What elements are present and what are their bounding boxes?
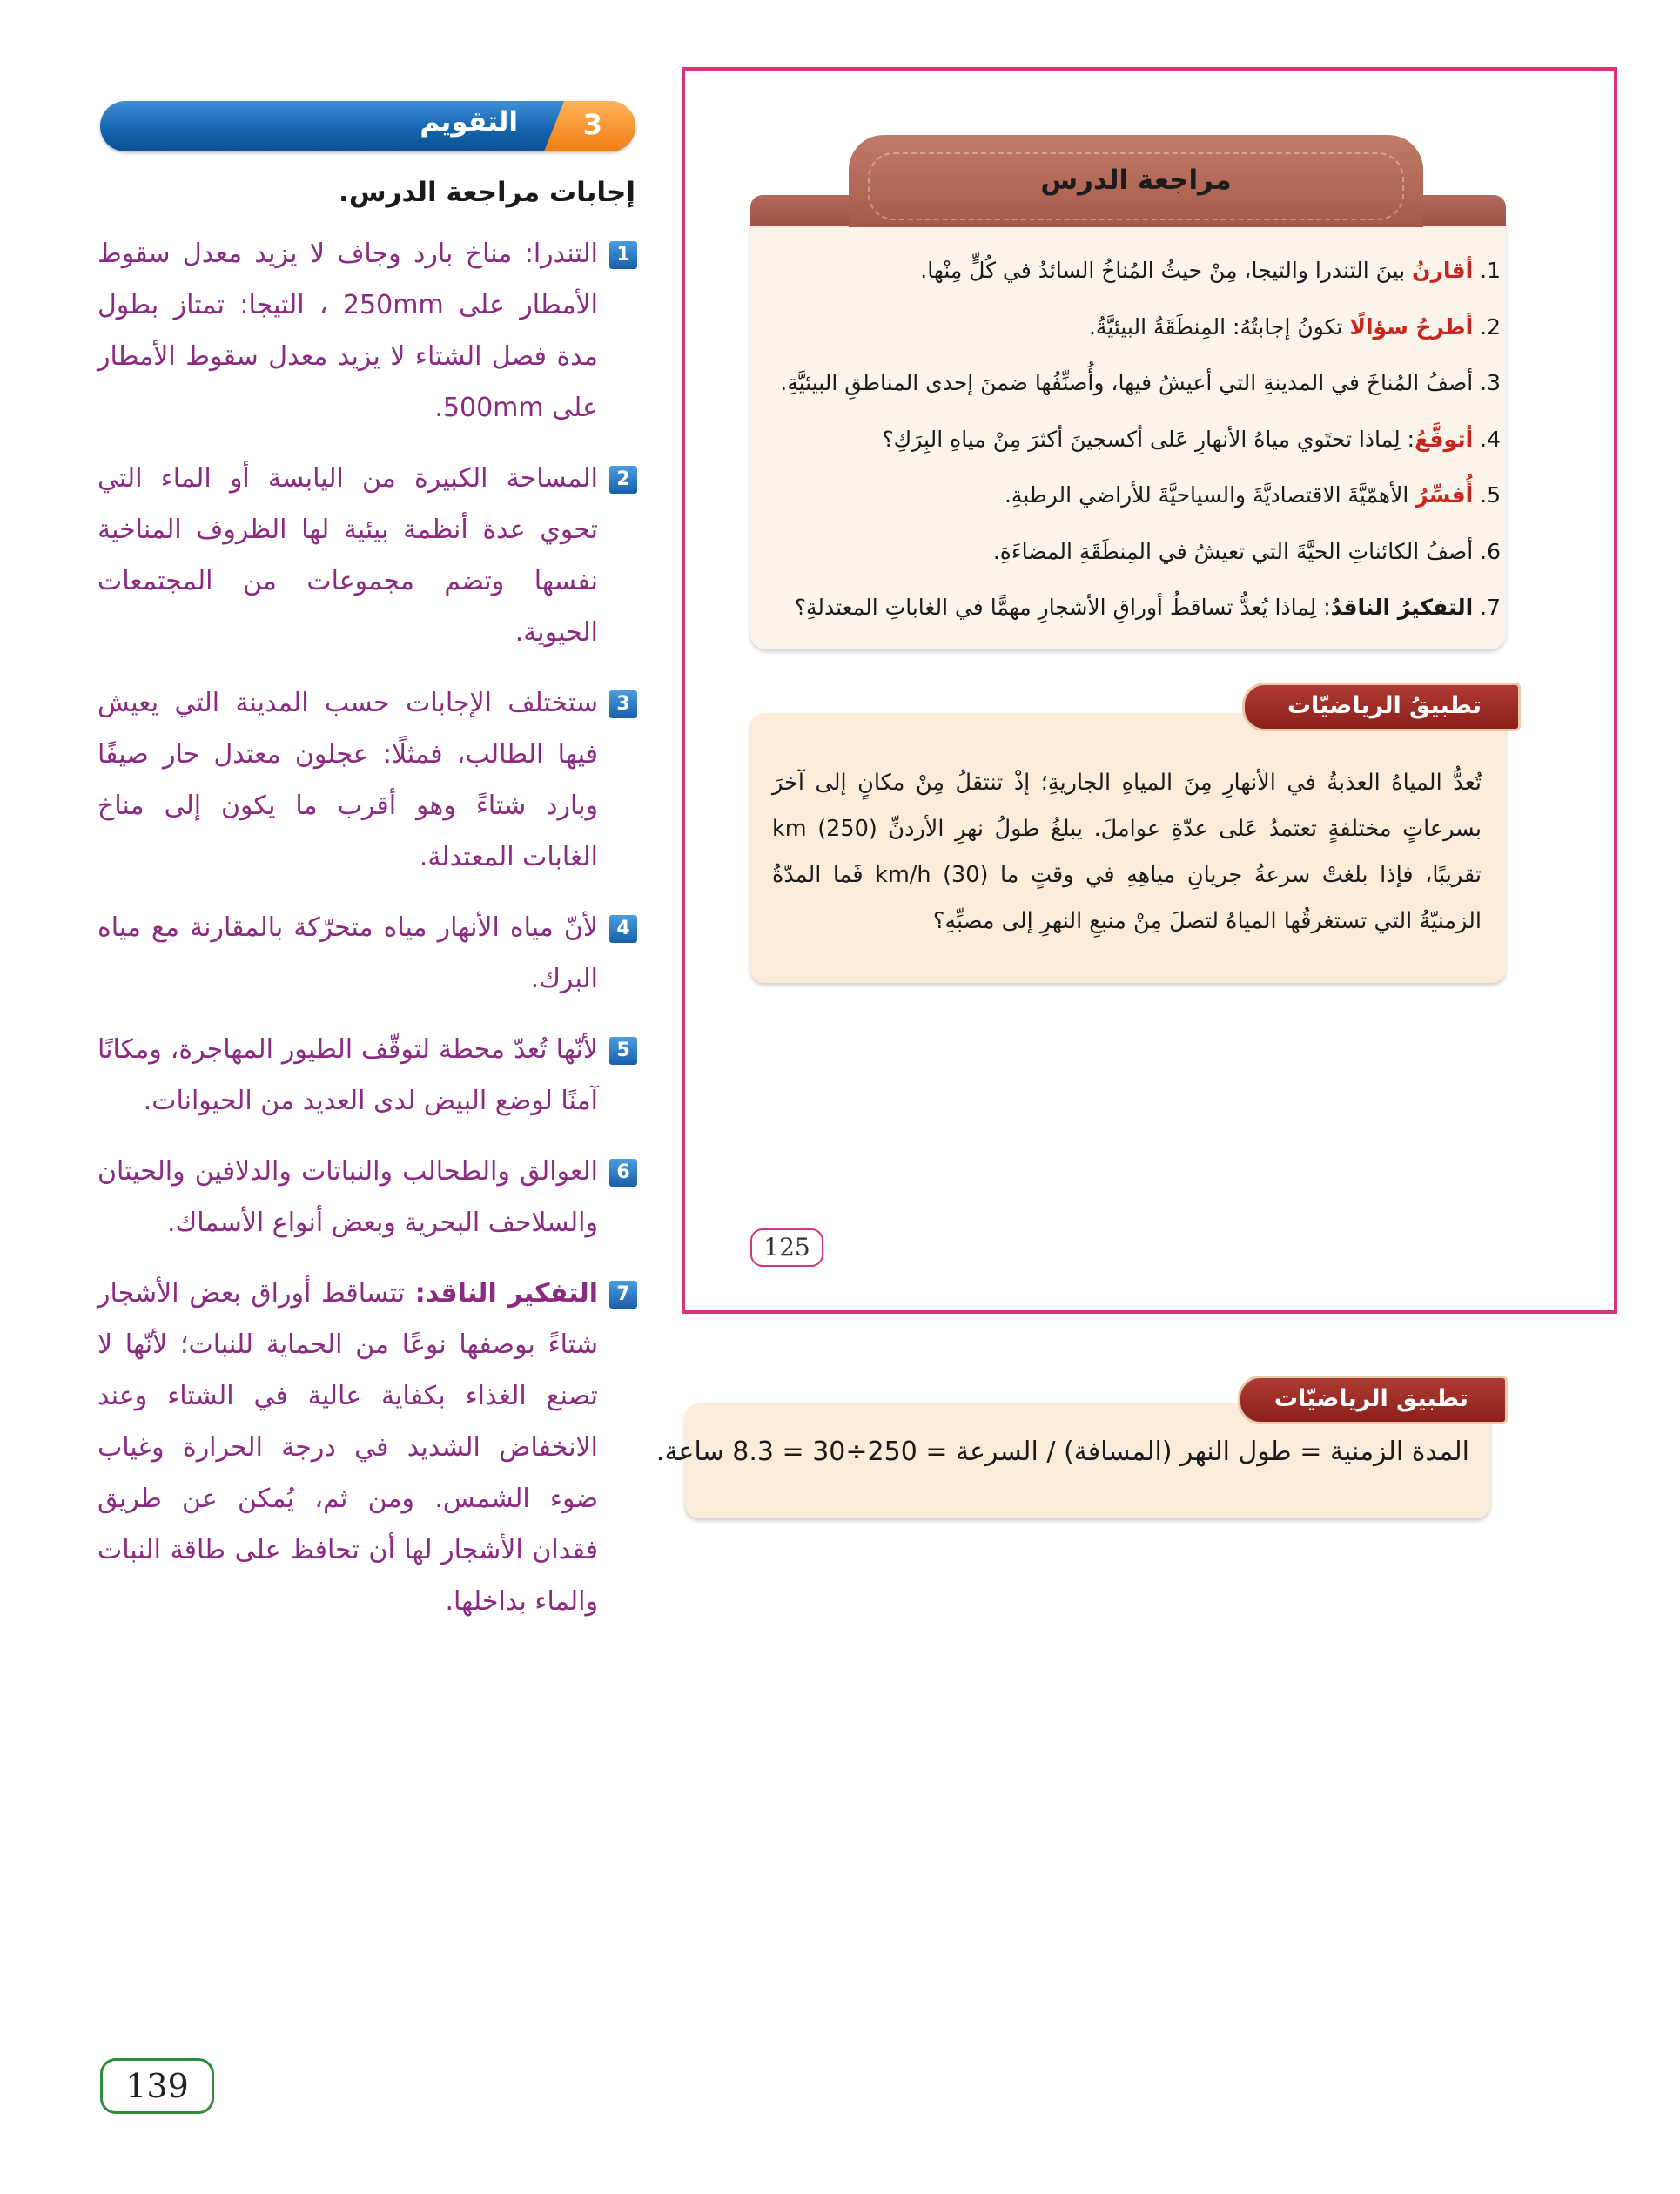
math-answer-text: المدة الزمنية = طول النهر (المسافة) / السرعة = 250÷30 = 8.3 ساعة. <box>655 1437 1469 1467</box>
question-keyword: أُفسِّرُ <box>1415 482 1474 508</box>
answer-item <box>97 453 637 658</box>
review-tab <box>849 135 1423 227</box>
answer-text: ستختلف الإجابات حسب المدينة التي يعيش فيها الطالب، فمثلًا: عجلون معتدل حار صيفًا وبارد شتاءً وهو أقرب ما يكون إلى مناخ الغابات المعتدلة. <box>97 688 598 872</box>
question-text: أصفُ الكائناتِ الحيَّةَ التي تعيشُ في المِنطَقَةِ المضاءَةِ. <box>992 538 1474 564</box>
math-application-tab <box>1242 683 1521 731</box>
answer-item <box>97 1268 637 1627</box>
question-text: الأهمّيَّةَ الاقتصاديَّةَ والسياحيَّةَ للأراضي الرطبةِ. <box>1004 482 1416 508</box>
answer-text: تتساقط أوراق بعض الأشجار شتاءً بوصفها نوعًا من الحماية للنبات؛ لأنّها لا تصنع الغذاء بكفاية عالية في الشتاء وعند الانخفاض الشديد في درجة الحرارة وغياب ضوء الشمس. ومن ثم، يُمكن عن طريق فقدان الأشجار لها أن تحافظ على طاقة النبات والماء بداخلها. <box>97 1278 598 1617</box>
answer-item <box>97 1024 637 1127</box>
review-question <box>780 355 1501 412</box>
math-application-title: تطبيقُ الرياضيّات <box>1287 692 1482 719</box>
answer-number-badge: 2 <box>609 466 637 494</box>
question-number: 1. <box>1473 258 1501 283</box>
answer-item <box>97 1146 637 1248</box>
question-keyword: أتوقَّعُ <box>1415 426 1474 452</box>
review-question <box>804 243 1501 299</box>
review-question <box>804 468 1501 524</box>
evaluation-banner <box>100 101 635 151</box>
answer-text: لأنّ مياه الأنهار مياه متحرّكة بالمقارنة مع مياه البرك. <box>97 912 598 994</box>
answer-number-badge: 4 <box>609 915 637 943</box>
question-number: 6. <box>1473 538 1501 564</box>
math-application-paragraph: تُعدُّ المياهُ العذبةُ في الأنهارِ مِنَ المياهِ الجاريةِ؛ إذْ تنتقلُ مِنْ مكانٍ إلى آخرَ بسرعاتٍ مختلفةٍ تعتمدُ عَلى عدّةِ عواملَ. يبلغُ طولُ نهرِ الأردنِّ km (250) تقريبًا، فإذا بلغتْ سرعةُ جريانِ مياهِهِ في وقتٍ ما km/h (30) فَما المدّةُ الزمنيّةُ التي تستغرقُها المياهُ لتصلَ مِنْ منبعِ النهرِ إلى مصبِّهِ؟ <box>772 770 1482 934</box>
answer-item <box>97 228 637 434</box>
answer-lead: التفكير الناقد: <box>414 1278 599 1309</box>
answer-number-badge: 3 <box>609 690 637 718</box>
answer-number-badge: 1 <box>609 241 637 269</box>
review-question <box>804 299 1501 356</box>
answer-text: المساحة الكبيرة من اليابسة أو الماء التي تحوي عدة أنظمة بيئية لها الظروف المناخية نفسها وتضم مجموعات من المجتمعات الحيوية. <box>97 463 598 648</box>
question-keyword: التفكيرُ الناقدُ <box>1330 595 1474 620</box>
review-question <box>794 580 1501 636</box>
student-page-number: 125 <box>750 1228 823 1267</box>
answer-text: التندرا: مناخ بارد وجاف لا يزيد معدل سقوط الأمطار على 250mm ، التيجا: تمتاز بطول مدة فصل الشتاء لا يزيد معدل سقوط الأمطار على 500mm. <box>97 239 598 423</box>
question-number: 5. <box>1473 482 1501 508</box>
question-keyword: أطرحُ سؤالًا <box>1349 313 1474 340</box>
math-answer-title: تطبيق الرياضيّات <box>1273 1385 1468 1412</box>
answer-number-badge: 7 <box>609 1281 637 1309</box>
math-answer-tab <box>1238 1376 1508 1424</box>
question-text: أصفُ المُناخَ في المدينةِ التي أعيشُ فيها، وأُصنِّفُها ضمنَ إحدى المناطقِ البيئيَّةِ. <box>780 370 1474 395</box>
question-number: 4. <box>1473 426 1501 452</box>
review-question-list <box>780 243 1501 636</box>
answers-list <box>97 228 637 1646</box>
question-text: : لِماذا تحتَوي مياهُ الأنهارِ عَلى أكسجينَ أكثرَ مِنْ مياهِ البِرَكِ؟ <box>882 426 1415 452</box>
student-page-frame <box>682 67 1617 1314</box>
question-number: 2. <box>1473 313 1501 340</box>
answer-text: لأنّها تُعدّ محطة لتوقّف الطيور المهاجرة، ومكانًا آمنًا لوضع البيض لدى العديد من الحيوانات. <box>97 1034 598 1116</box>
answer-item <box>97 677 637 883</box>
question-text: : لِماذا يُعدُّ تساقطُ أوراقِ الأشجارِ مهمًّا في الغاباتِ المعتدلةِ؟ <box>794 595 1331 620</box>
answer-item <box>97 902 637 1005</box>
question-keyword: أقارنُ <box>1412 258 1474 283</box>
page-number: 139 <box>100 2058 214 2114</box>
review-title: مراجعة الدرس <box>1040 165 1232 196</box>
question-text: بينَ التندرا والتيجا، مِنْ حيثُ المُناخُ السائدُ في كُلٍّ مِنْها. <box>920 258 1413 283</box>
answer-text: العوالق والطحالب والنباتات والدلافين والحيتان والسلاحف البحرية وبعض أنواع الأسماك. <box>97 1156 598 1238</box>
answers-heading: إجابات مراجعة الدرس. <box>339 177 635 208</box>
review-question <box>804 524 1501 581</box>
answer-number-badge: 5 <box>609 1037 637 1065</box>
evaluation-title: التقويم <box>420 106 518 138</box>
section-number: 3 <box>582 108 602 141</box>
review-question <box>804 412 1501 468</box>
answer-number-badge: 6 <box>609 1159 637 1187</box>
question-text: تكونُ إجابتُهُ: المِنطَقَةُ البيئيَّةُ. <box>1088 313 1350 340</box>
question-number: 7. <box>1473 595 1501 620</box>
question-number: 3. <box>1473 370 1501 395</box>
